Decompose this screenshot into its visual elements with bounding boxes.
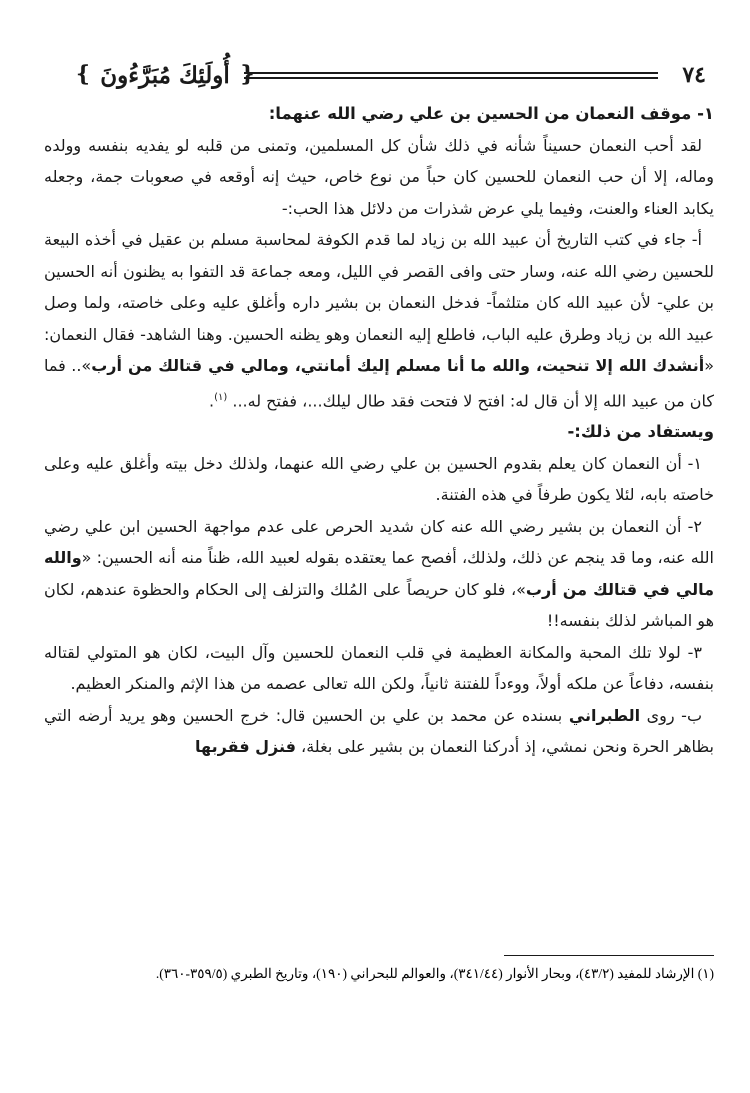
footnotes	[44, 962, 714, 986]
footnote-1: (١) الإرشاد للمفيد (٤٣/٢)، وبحار الأنوار (٣٤١/٤٤)، والعوالم للبحراني (١٩٠)، وتاريخ الطبري (٣٥٩/٥-٣٦٠).	[155, 966, 714, 981]
beh-text-1: ب- روى	[640, 705, 703, 725]
point2-text-2: »، فلو كان حريصاً على المُلك والتزلف إلى الحكام والحظوة عندهم، لكان هو المباشر لذلك بنفسه!!	[44, 579, 714, 631]
ornament-right-icon: ❵	[238, 62, 257, 87]
header-double-rule	[244, 72, 658, 79]
page-number: ٧٤	[682, 62, 706, 88]
beh-text-2: بسنده عن محمد بن علي بن الحسين قال: خرج الحسين وهو يريد أرضه التي بظاهر الحرة ونحن نمشي، إذ أدركنا النعمان بن بشير على بغلة،	[44, 705, 714, 757]
subheading-lessons: ويستفاد من ذلك:-	[567, 422, 714, 442]
paragraph-intro: لقد أحب النعمان حسيناً شأنه في ذلك شأن كل المسلمين، وتمنى من قلبه لو يفديه بنفسه وولده وماله، إلا أن حب النعمان للحسين كان حباً من نوع خاص، حيث إنه أوقعه في صعوبات جمة، وجعله يكابد العناء والعنت، وفيما يلي عرض شذرات من دلائل هذا الحب:-	[44, 135, 714, 218]
alef-text-2: ».. فما كان من عبيد الله إلا أن قال له: افتح لا فتحت فقد طال ليلك...، ففتح له...	[44, 356, 714, 410]
section-title: ١- موقف النعمان من الحسين بن علي رضي الله عنهما:	[268, 104, 714, 123]
alef-text-end: .	[209, 390, 215, 410]
alef-text-1: أ- جاء في كتب التاريخ أن عبيد الله بن زياد لما قدم الكوفة لمحاسبة مسلم بن عقيل في أخذه البيعة للحسين رضي الله عنه، وسار حتى وافى القصر في الليل، ومعه جماعة قد التفوا به يظنون أنه الحسين بن علي- لأن عبيد الله كان متلثماً- فدخل النعمان بن بشير داره وأغلق عليه وعلى خاصته، ولما وصل عبيد الله بن زياد وطرق عليه الباب، فاطلع إليه النعمان وهو يظنه الحسين. وهنا الشاهد- فقال النعمان: «	[44, 230, 714, 375]
point2-quote-bold: والله مالي في قتالك من أرب	[44, 548, 714, 599]
footnote-ref-1: (١)	[214, 391, 228, 403]
body-text	[44, 98, 714, 763]
beh-bold-tabarani: الطبراني	[568, 705, 641, 725]
point-1: ١- أن النعمان كان يعلم بقدوم الحسين بن علي رضي الله عنهما، ولذلك دخل بيته وأغلق عليه وعلى خاصته بابه، لئلا يكون طرفاً في هذه الفتنة.	[44, 453, 714, 505]
point-3: ٣- لولا تلك المحبة والمكانة العظيمة في قلب النعمان للحسين وآل البيت، لكان هو المتولي لقتاله بنفسه، دفاعاً عن ملكه أولاً، ووءداً للفتنة ثانياً، ولكن الله تعالى عصمه من هذا الإثم والمنكر العظيم.	[44, 642, 714, 694]
alef-quote-bold: أنشدك الله إلا تنحيت، والله ما أنا مسلم إليك أمانتي، ومالي في قتالك من أرب	[91, 356, 705, 375]
running-title: أُولَئِكَ مُبَرَّءُونَ	[100, 61, 230, 89]
footnote-separator	[504, 955, 714, 956]
beh-bold-end: فنزل فقربها	[195, 737, 296, 757]
ornament-left-icon: ❴	[74, 62, 93, 87]
point2-text-1: ٢- أن النعمان بن بشير رضي الله عنه كان شديد الحرص على عدم مواجهة الحسين ابن علي رضي الله عنه، وما قد ينجم عن ذلك، ولذلك، أفصح عما يعتقده بقوله لعبيد الله، ظناً منه أنه الحسين: «	[44, 516, 714, 568]
point-2	[44, 511, 714, 637]
page-header	[44, 58, 714, 98]
paragraph-alef	[44, 224, 714, 416]
paragraph-beh	[44, 700, 714, 763]
